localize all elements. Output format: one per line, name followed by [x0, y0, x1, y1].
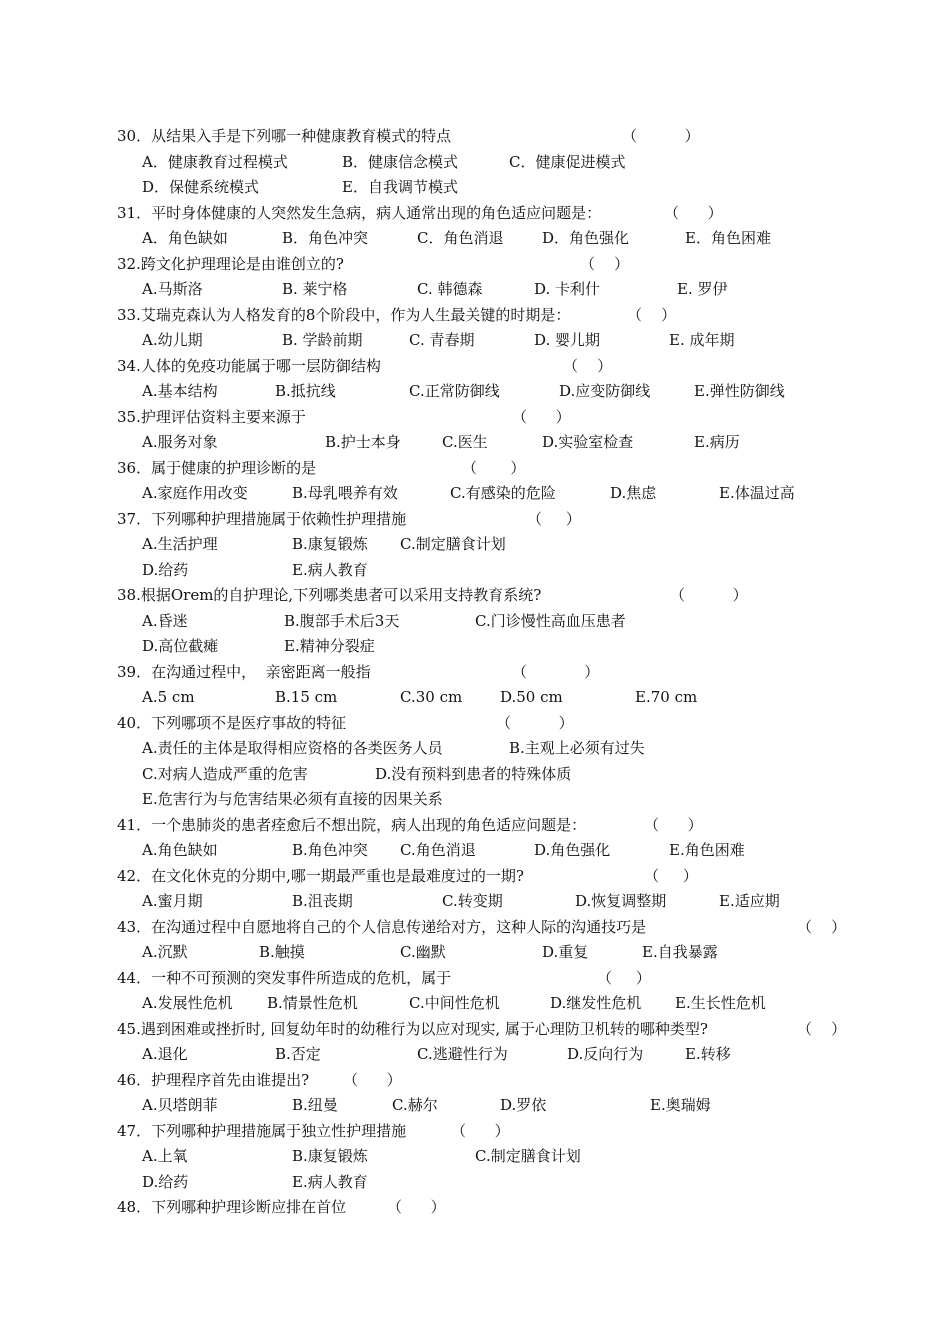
question-37 [117, 507, 910, 533]
answer-option: E. 成年期 [669, 331, 735, 349]
answer-option: A.责任的主体是取得相应资格的各类医务人员 [142, 739, 443, 757]
option-row [142, 609, 910, 635]
answer-blank: （ ） [597, 968, 651, 987]
question-text: 42．在文化休克的分期中,哪一期最严重也是最难度过的一期? [117, 866, 524, 885]
answer-blank: （ ） [387, 1198, 446, 1216]
option-row [142, 1170, 910, 1196]
option-row [142, 1042, 910, 1068]
answer-option: D.给药 [142, 1172, 189, 1191]
question-text: 41．一个患肺炎的患者痊愈后不想出院，病人出现的角色适应问题是： [117, 815, 587, 834]
question-text: 48．下列哪种护理诊断应排在首位 [117, 1198, 347, 1216]
answer-option: E.70 cm [635, 688, 698, 706]
answer-option: B．健康信念模式 [342, 152, 459, 171]
answer-option: D.焦虑 [610, 484, 657, 502]
question-39 [117, 660, 910, 686]
option-row [142, 226, 910, 252]
answer-option: E. 罗伊 [677, 280, 728, 298]
answer-option: B.腹部手术后3天 [284, 611, 400, 630]
answer-blank: （ ） [580, 254, 630, 273]
question-43 [117, 915, 910, 941]
answer-option: D. 卡利什 [534, 280, 601, 298]
option-row [142, 1093, 910, 1119]
question-32 [117, 252, 910, 278]
answer-blank: （ ） [670, 586, 748, 604]
option-row [142, 634, 910, 660]
answer-option: B.母乳喂养有效 [292, 484, 398, 502]
answer-option: D.罗依 [500, 1096, 547, 1114]
answer-option: E.病人教育 [292, 1172, 368, 1191]
question-text: 38.根据Orem的自护理论,下列哪类患者可以采用支持教育系统? [117, 586, 542, 604]
answer-option: E.自我暴露 [642, 943, 718, 961]
answer-option: D.重复 [542, 943, 589, 961]
answer-option: E.危害行为与危害结果必须有直接的因果关系 [142, 790, 443, 808]
answer-option: C. 青春期 [409, 331, 475, 349]
answer-option: D.角色强化 [534, 841, 611, 859]
option-row [142, 328, 910, 354]
answer-blank: （ ） [527, 509, 581, 528]
answer-option: C.制定膳食计划 [400, 535, 506, 553]
answer-option: E.奥瑞姆 [650, 1096, 711, 1114]
answer-blank: （ ） [644, 815, 703, 834]
option-row [142, 889, 910, 915]
answer-option: A.蜜月期 [142, 892, 203, 910]
answer-option: A.幼儿期 [142, 331, 203, 349]
answer-option: A.贝塔朗菲 [142, 1096, 218, 1114]
answer-option: B. 莱宁格 [282, 280, 348, 298]
question-text: 31．平时身体健康的人突然发生急病，病人通常出现的角色适应问题是： [117, 203, 602, 222]
question-44 [117, 966, 910, 992]
answer-option: C.门诊慢性高血压患者 [475, 611, 626, 630]
answer-blank: （ ） [622, 127, 700, 145]
answer-blank: （ ） [797, 1019, 847, 1038]
answer-option: C.30 cm [400, 688, 463, 706]
answer-option: A.5 cm [142, 688, 195, 706]
answer-option: A.沉默 [142, 943, 188, 961]
answer-option: C.对病人造成严重的危害 [142, 764, 308, 783]
answer-blank: （ ） [462, 458, 526, 477]
question-text: 43．在沟通过程中自愿地将自己的个人信息传递给对方，这种人际的沟通技巧是 [117, 917, 647, 936]
answer-option: E.角色困难 [669, 841, 745, 859]
option-row [142, 558, 910, 584]
option-row [142, 991, 910, 1017]
answer-option: C. 韩德森 [417, 280, 483, 298]
option-row [142, 736, 910, 762]
answer-option: D. 婴儿期 [534, 331, 601, 349]
option-row [142, 277, 910, 303]
answer-option: C.医生 [442, 433, 488, 451]
question-text: 39．在沟通过程中， 亲密距离一般指 [117, 662, 371, 681]
question-text: 33.艾瑞克森认为人格发育的8个阶段中，作为人生最关键的时期是： [117, 305, 571, 324]
option-row [142, 787, 910, 813]
answer-option: A.服务对象 [142, 433, 218, 451]
answer-option: A．角色缺如 [142, 229, 228, 247]
answer-option: E.转移 [685, 1045, 731, 1063]
answer-blank: （ ） [451, 1121, 510, 1140]
question-47 [117, 1119, 910, 1145]
answer-option: B.纽曼 [292, 1096, 338, 1114]
answer-option: D.没有预料到患者的特殊体质 [375, 764, 572, 783]
question-41 [117, 813, 910, 839]
question-35 [117, 405, 910, 431]
answer-option: E.病历 [694, 433, 740, 451]
answer-option: B．角色冲突 [282, 229, 369, 247]
question-text: 46．护理程序首先由谁提出? [117, 1070, 310, 1089]
answer-option: C．角色消退 [417, 229, 504, 247]
option-row [142, 150, 910, 176]
option-row [142, 430, 910, 456]
answer-option: C.中间性危机 [409, 994, 500, 1012]
question-text: 40．下列哪项不是医疗事故的特征 [117, 713, 347, 732]
option-row [142, 685, 910, 711]
question-text: 36．属于健康的护理诊断的是 [117, 458, 317, 477]
option-row [142, 762, 910, 788]
answer-option: C.角色消退 [400, 841, 476, 859]
answer-option: D.50 cm [500, 688, 563, 706]
question-40 [117, 711, 910, 737]
question-45 [117, 1017, 910, 1043]
answer-option: E.适应期 [719, 892, 780, 910]
question-30 [117, 124, 910, 150]
answer-blank: （ ） [664, 203, 723, 222]
option-row [142, 940, 910, 966]
answer-option: D．角色强化 [542, 229, 630, 247]
option-row [142, 838, 910, 864]
question-text: 32.跨文化护理理论是由谁创立的? [117, 254, 344, 273]
answer-option: E.体温过高 [719, 484, 795, 502]
option-row [142, 532, 910, 558]
answer-option: D.应变防御线 [559, 382, 651, 400]
option-row [142, 175, 910, 201]
answer-option: C.制定膳食计划 [475, 1147, 581, 1165]
answer-option: A.家庭作用改变 [142, 484, 248, 502]
answer-blank: （ ） [627, 305, 677, 324]
answer-option: B.康复锻炼 [292, 1147, 368, 1165]
question-46 [117, 1068, 910, 1094]
option-row [142, 1144, 910, 1170]
option-row [142, 481, 910, 507]
answer-option: B.主观上必须有过失 [509, 739, 645, 757]
question-33 [117, 303, 910, 329]
answer-option: A.角色缺如 [142, 841, 218, 859]
question-31 [117, 201, 910, 227]
answer-option: E.生长性危机 [675, 994, 766, 1012]
question-text: 47．下列哪种护理措施属于独立性护理措施 [117, 1121, 407, 1140]
question-text: 34.人体的免疫功能属于哪一层防御结构 [117, 356, 381, 375]
question-text: 35.护理评估资料主要来源于 [117, 407, 306, 426]
answer-option: E．自我调节模式 [342, 178, 458, 196]
answer-option: E．角色困难 [685, 229, 771, 247]
question-34 [117, 354, 910, 380]
question-42 [117, 864, 910, 890]
question-text: 44．一种不可预测的突发事件所造成的危机，属于 [117, 968, 452, 987]
answer-option: D.恢复调整期 [575, 892, 667, 910]
question-48 [117, 1195, 910, 1221]
answer-blank: （ ） [343, 1070, 402, 1089]
answer-option: A．健康教育过程模式 [142, 152, 288, 171]
answer-option: C.转变期 [442, 892, 503, 910]
question-36 [117, 456, 910, 482]
answer-option: A.发展性危机 [142, 994, 233, 1012]
question-text: 30．从结果入手是下列哪一种健康教育模式的特点 [117, 127, 452, 145]
answer-option: C.幽默 [400, 943, 446, 961]
answer-option: A.上氧 [142, 1147, 188, 1165]
answer-option: E.病人教育 [292, 560, 368, 579]
answer-option: B.角色冲突 [292, 841, 368, 859]
answer-option: C．健康促进模式 [509, 152, 626, 171]
answer-option: D.反向行为 [567, 1045, 644, 1063]
question-38 [117, 583, 910, 609]
answer-option: C.逃避性行为 [417, 1045, 508, 1063]
answer-option: D.给药 [142, 560, 189, 579]
answer-option: B. 学龄前期 [282, 331, 363, 349]
question-text: 37．下列哪种护理措施属于依赖性护理措施 [117, 509, 407, 528]
answer-option: C.有感染的危险 [450, 484, 556, 502]
answer-option: A.基本结构 [142, 382, 218, 400]
answer-option: C.赫尔 [392, 1096, 438, 1114]
answer-option: E.精神分裂症 [284, 637, 375, 655]
answer-option: A.昏迷 [142, 611, 188, 630]
answer-option: B.康复锻炼 [292, 535, 368, 553]
option-row [142, 379, 910, 405]
answer-option: B.触摸 [259, 943, 305, 961]
answer-blank: （ ） [512, 662, 600, 681]
answer-option: A.生活护理 [142, 535, 218, 553]
answer-option: B.抵抗线 [275, 382, 336, 400]
answer-option: B.护士本身 [325, 433, 401, 451]
answer-option: A.马斯洛 [142, 280, 203, 298]
answer-option: C.正常防御线 [409, 382, 500, 400]
answer-blank: （ ） [496, 713, 574, 732]
answer-option: A.退化 [142, 1045, 188, 1063]
answer-option: B.否定 [275, 1045, 321, 1063]
question-text: 45.遇到困难或挫折时, 回复幼年时的幼稚行为以应对现实, 属于心理防卫机转的哪种类型? [117, 1019, 708, 1038]
answer-option: B.沮丧期 [292, 892, 353, 910]
answer-option: D．保健系统模式 [142, 178, 260, 196]
answer-option: E.弹性防御线 [694, 382, 785, 400]
answer-option: B.情景性危机 [267, 994, 358, 1012]
answer-blank: （ ） [644, 866, 698, 885]
answer-option: D.继发性危机 [550, 994, 642, 1012]
answer-blank: （ ） [797, 917, 847, 936]
answer-option: D.高位截瘫 [142, 637, 219, 655]
answer-option: B.15 cm [275, 688, 338, 706]
answer-option: D.实验室检查 [542, 433, 634, 451]
answer-blank: （ ） [512, 407, 571, 426]
answer-blank: （ ） [563, 356, 613, 375]
